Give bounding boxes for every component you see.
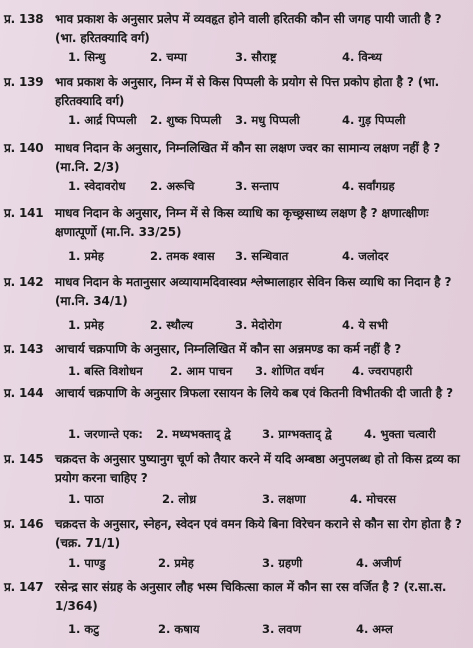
option-2[interactable]: 2. आम पाचन [170,364,233,378]
question-text: माधव निदान के अनुसार, निम्नलिखित में कौन सा लक्षण ज्वर का सामान्य लक्षण नहीं है ? (मा.नि. 2/3) [55,141,441,174]
option-1[interactable]: 1. स्वेदावरोध [68,179,126,193]
question-number: प्र. 140 [4,141,44,155]
option-1[interactable]: 1. प्रमेह [68,318,104,332]
option-3[interactable]: 3. लवण [262,622,301,636]
option-4[interactable]: 4. भुक्ता चत्वारी [364,427,436,441]
option-1[interactable]: 1. सिन्धु [68,50,106,64]
option-2[interactable]: 2. स्थौल्य [150,318,193,332]
options-139 [0,111,473,129]
option-3[interactable]: 3. शोणित वर्धन [255,364,324,378]
question-text: रसेन्द्र सार संग्रह के अनुसार लौह भस्म चिकित्सा काल में कौन सा रस वर्जित है ? (र.सा.स. 1/364) [55,580,447,613]
question-number: प्र. 138 [4,12,44,26]
option-2[interactable]: 2. लोध्र [162,492,197,506]
question-text: आचार्य चक्रपाणि के अनुसार, निम्नलिखित में कौन सा अन्नमण्ड का कर्म नहीं है ? [55,342,402,356]
options-140 [0,177,473,195]
option-1[interactable]: 1. पाठा [68,492,104,506]
option-2[interactable]: 2. शुष्क पिप्पली [150,113,222,127]
options-146 [0,554,473,572]
option-4[interactable]: 4. अजीर्ण [356,556,401,570]
option-3[interactable]: 3. प्राग्भक्ताद् द्वे [262,427,332,441]
options-142 [0,316,473,334]
question-number: प्र. 147 [4,580,44,594]
options-138 [0,48,473,66]
option-1[interactable]: 1. बस्ति विशोधन [68,364,143,378]
option-3[interactable]: 3. सन्ताप [235,179,279,193]
option-1[interactable]: 1. आर्द्र पिप्पली [68,113,137,127]
question-text: चक्रदत्त के अनुसार पुष्यानुग चूर्ण को तैयार करने में यदि अम्बष्ठा अनुपलब्ध हो तो किस द्रव्य का प्रयोग करना चाहिए ? [55,452,460,485]
option-4[interactable]: 4. अम्ल [356,622,393,636]
option-1[interactable]: 1. जरणान्ते एक: [68,427,143,441]
question-text: भाव प्रकाश के अनुसार प्रलेप में व्यवहृत होने वाली हरितकी कौन सी जगह पायी जाती है ? (भा. हरितक्यादि वर्ग) [55,12,442,45]
question-number: प्र. 146 [4,517,44,531]
option-1[interactable]: 1. कटु [68,622,100,636]
option-2[interactable]: 2. चम्पा [150,50,187,64]
options-144 [0,425,473,443]
option-2[interactable]: 2. तमक श्वास [150,249,215,263]
option-4[interactable]: 4. गुड़ पिप्पली [342,113,406,127]
question-text: माधव निदान के मतानुसार अव्यायामदिवास्वप्न श्लेष्मालाहार सेविन किस व्याधि का निदान है ? (मा.नि. 34/1) [55,275,452,308]
option-4[interactable]: 4. मोचरस [350,492,397,506]
option-2[interactable]: 2. अरूचि [150,179,195,193]
options-147 [0,620,473,638]
question-text: चक्रदत्त के अनुसार, स्नेहन, स्वेदन एवं वमन किये बिना विरेचन कराने से कौन सा रोग होता है ? (चक्र. 71/1) [55,517,462,550]
option-3[interactable]: 3. लक्षणा [262,492,306,506]
option-4[interactable]: 4. विन्ध्य [342,50,382,64]
options-143 [0,362,473,380]
option-2[interactable]: 2. प्रमेह [158,556,194,570]
question-text: भाव प्रकाश के अनुसार, निम्न में से किस पिप्पली के प्रयोग से पित्त प्रकोप होता है ? (भा. हरितक्यादि वर्ग) [55,75,440,108]
question-text: आचार्य चक्रपाणि के अनुसार त्रिफला रसायन के लिये कब एवं कितनी विभीतकी दी जाती है ? [55,386,454,400]
option-1[interactable]: 1. पाण्डु [68,556,106,570]
options-141 [0,247,473,265]
option-4[interactable]: 4. सर्वांगग्रह [342,179,395,193]
option-1[interactable]: 1. प्रमेह [68,249,104,263]
option-3[interactable]: 3. सन्धिवात [235,249,289,263]
question-number: प्र. 143 [4,342,44,356]
question-text: माधव निदान के अनुसार, निम्न में से किस व्याधि का कृच्छ्रसाध्य लक्षण है ? क्षणात्क्षीणः क्षणात्पूर्णो (मा.नि. 33/25) [55,206,429,239]
option-4[interactable]: 4. जलोदर [342,249,389,263]
option-2[interactable]: 2. मध्यभक्ताद् द्वे [156,427,231,441]
options-145 [0,490,473,508]
option-4[interactable]: 4. ये सभी [342,318,388,332]
option-2[interactable]: 2. कषाय [158,622,200,636]
question-number: प्र. 142 [4,275,44,289]
question-number: प्र. 139 [4,75,44,89]
question-number: प्र. 144 [4,386,44,400]
question-number: प्र. 145 [4,452,44,466]
option-4[interactable]: 4. ज्वरापहारी [352,364,413,378]
option-3[interactable]: 3. मधु पिप्पली [235,113,300,127]
option-3[interactable]: 3. मेदोरोग [235,318,282,332]
option-3[interactable]: 3. ग्रहणी [262,556,303,570]
question-number: प्र. 141 [4,206,44,220]
option-3[interactable]: 3. सौराष्ट्र [235,50,277,64]
